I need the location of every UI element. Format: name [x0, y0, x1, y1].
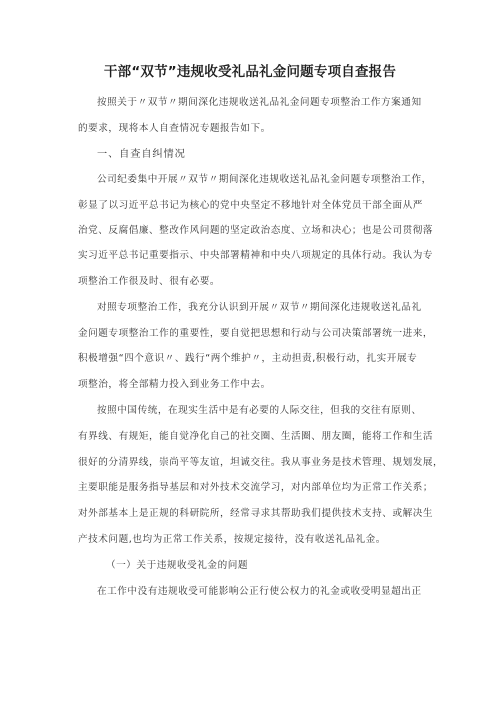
paragraph-line: 金问题专项整治工作的重要性，要自觉把思想和行动与公司决策部署统一进来， — [78, 328, 434, 339]
paragraph-line: 很好的分清界线，崇尚平等友谊，坦诚交往。我从事业务是技术管理、规划发展， — [78, 457, 444, 468]
paragraph-line: 主要职能是服务指导基层和对外技术交流学习，对内部单位均为正常工作关系； — [78, 482, 434, 493]
paragraph-line: 有界线、有规矩，能自觉净化自己的社交圈、生活圈、朋友圈，能将工作和生活 — [78, 431, 434, 442]
paragraph-line: 项整治工作很及时、很有必要。 — [78, 276, 221, 287]
paragraph-line: 公司纪委集中开展〃双节〃期间深化违规收送礼品礼金问题专项整治工作， — [97, 174, 432, 185]
paragraph-line: 按照关于〃双节〃期间深化违规收送礼品礼金问题专项整治工作方案通知 — [97, 97, 422, 108]
paragraph-line: 积极增强“四个意识〃、践行“两个维护〃，主动担责,积极行动，扎实开展专 — [78, 353, 418, 364]
paragraph-line: 产技术问题,也均为正常工作关系，按规定接待，没有收送礼品礼金。 — [78, 534, 386, 545]
paragraph-line: 按照中国传统，在现实生活中是有必要的人际交往，但我的交往有原则、 — [97, 405, 422, 416]
paragraph-line: 对照专项整治工作，我充分认识到开展〃双节〃期间深化违规收送礼品礼 — [97, 302, 422, 313]
paragraph-line: 彰显了以习近平总书记为核心的党中央坚定不移地针对全体党员干部全面从严 — [78, 200, 423, 211]
paragraph-line: 实习近平总书记重要指示、中央部署精神和中央八项规定的具体行动。我认为专 — [78, 250, 434, 261]
paragraph-line: 项整治，将全部精力投入到业务工作中去。 — [78, 379, 271, 390]
paragraph-line: 治党、反腐倡廉、整改作风问题的坚定政治态度、立场和决心；也是公司贯彻落 — [78, 225, 434, 236]
paragraph-line: 对外部基本上是正规的科研院所，经常寻求其帮助我们提供技术支持、或解决生 — [78, 508, 434, 519]
subsection-heading: （一）关于违规收受礼金的问题 — [106, 560, 249, 571]
document-title: 干部“双节”违规收受礼品礼金问题专项自查报告 — [103, 64, 397, 80]
section-heading: 一、自查自纠情况 — [97, 149, 186, 160]
paragraph-line: 的要求，现将本人自查情况专题报告如下。 — [78, 123, 271, 134]
paragraph-line: 在工作中没有违规收受可能影响公正行使公权力的礼金或收受明显超出正 — [97, 586, 422, 597]
